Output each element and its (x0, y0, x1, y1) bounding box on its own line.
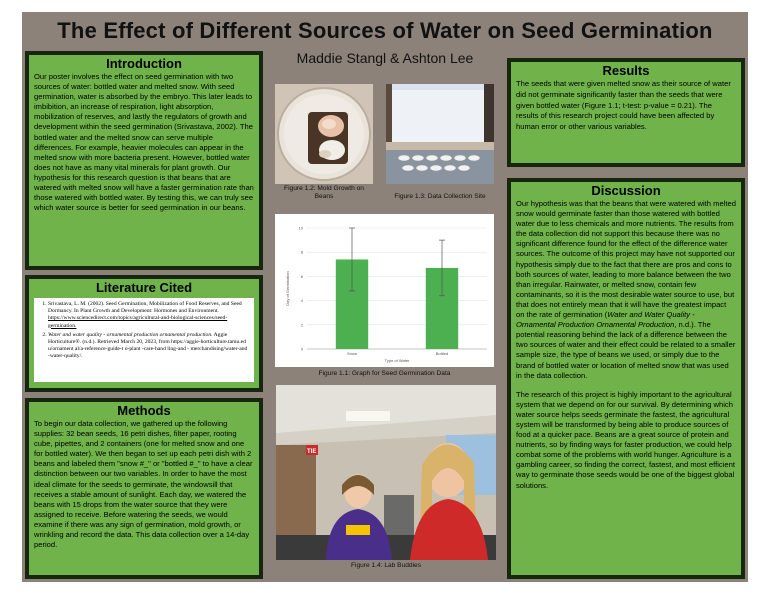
y-tick-label: 0 (300, 346, 303, 352)
lab-buddies-image (276, 385, 496, 560)
methods-text: To begin our data collection, we gathered up the following supplies: 32 bean seeds, 16 petri dishes, filter paper, rooting cube, pipettes, and 2 containers (one for melted snow and one for bottled water). We then began to set up each petri dish with 2 beans and labeled them "snow #_" or "bottled #_" to have a clear distinction between our two variables. In order to have the most ideal climate for the seeds to germinate, the windowsill that receives a stable amount of sunlight. Each day, we watered the beans with 15 drops from the water source that they were assigned to receive. Before watering the seeds, we would examine if there was any sign of germination, mold growth, or wrinkling and record the data. This data collection over a 14-day period. (34, 419, 253, 550)
discussion-text-1b: , n.d.). The potential reasoning behind the lack of a difference between the two sources of water and their effect could be related to a smaller sample size, the type of beans we used, or simply due to the brand of bottled water or location of melted snow that was used in the data collection. (516, 320, 736, 380)
germination-chart (275, 214, 494, 367)
results-text: The seeds that were given melted snow as their source of water did not germinate significantly faster than the seeds that were given bottled water (Figure 1.1; t-test: p-value = 0.21). The results of this research project could have been affected by human error or other various variables. (516, 79, 731, 132)
results-panel (507, 58, 745, 167)
y-tick-label: 2 (300, 322, 303, 328)
x-tick-label: Bottled (435, 351, 449, 356)
poster (22, 12, 748, 582)
introduction-text: Our poster involves the effect on seed germination with two sources of water: bottled water and melted snow. With seed germination, water is absorbed by the embryo. This later leads to imbibition, an increase of respiration, light absorption, mobilization of reserves, and lastly the regulators of growth and development within the seed germination (Srivastava, 2002). The bottled water and the melted snow can serve multiple differences. For example, heavier molecules can appear in the melted snow with more bacteria present. However, bottled water does not have as many vital minerals for plant growth. Our hypothesis for this research question is that beans that are watered with melted snow will have a faster germination rate than those watered with bottled water. By testing this, we can truly see which water source is better for seed germination in our beans. (34, 72, 254, 213)
literature-panel (25, 275, 263, 392)
lab-buddies-photo (276, 385, 496, 560)
results-heading: Results (602, 63, 650, 78)
introduction-heading: Introduction (106, 56, 182, 71)
poster-title: The Effect of Different Sources of Water on Seed Germination (57, 18, 713, 43)
discussion-text-1 (516, 199, 736, 381)
figure-1-1-caption: Figure 1.1: Graph for Seed Germination Data (318, 370, 451, 377)
y-axis-label: Day of Germination (285, 271, 290, 306)
reference-1-link[interactable]: https://www.sciencedirect.com/topics/agricultural-and-biological-sciences/seed-germination. (48, 315, 228, 329)
literature-heading: Literature Cited (95, 280, 193, 295)
y-tick-label: 4 (300, 298, 303, 304)
y-tick-label: 10 (298, 225, 303, 231)
figure-1-4-caption: Figure 1.4: Lab Buddies (350, 562, 421, 569)
x-axis-label: Type of Water (384, 358, 410, 363)
reference-2-title: Water and water quality - ornamental production ornamental production. (48, 331, 213, 338)
windowsill-image (386, 84, 494, 184)
reference-2-text: Aggie Horticulture®. (n.d.). Retrieved March 20, 2023, from https://aggie-horticulture.tamu.ed u/ornament al/a-reference-guide-t o-plant -care-hand ling-and - merchandising/water-and -water-quality/. (48, 331, 248, 360)
discussion-text-2: The research of this project is highly important to the agricultural system that we depend on for our survival. By determining which water source helps seeds germinate the fastest, the agricultural system will be transformed by being able to produce sources of food at a quicker pace. Beans are a great source of protein and nutrients, so by finding ways for faster production, we could help combat some of the problems with world hunger. Agriculture is a gambling career, so finding the correct, fastest, and most efficient way to germinate those seeds would be one of the biggest global solutions. (516, 389, 735, 490)
reference-1-text: Srivastava, L. M. (2002). Seed Germination, Mobilization of Food Reserves, and Seed Dormancy. In Plant Growth and Development: Hormones and Environment. (48, 301, 242, 315)
mold-beans-image (275, 84, 373, 184)
mold-beans-photo (275, 84, 373, 184)
methods-heading: Methods (117, 403, 171, 418)
figure-1-3-caption: Figure 1.3: Data Collection Site (394, 193, 486, 200)
discussion-heading: Discussion (591, 183, 661, 198)
methods-panel (25, 398, 263, 579)
reference-1 (48, 301, 250, 330)
references-list (34, 298, 254, 382)
discussion-panel (507, 178, 745, 579)
discussion-text-1a: Our hypothesis was that the beans that were watered with melted snow would germinate faster than those watered with bottled water due to less chemicals and more nutrients. The results from the data collection did not support this because there was no significant difference found for the effect of the difference water sources. The outcome of this project may have not supported our hypothesis simply due to the fact that there are pros and cons to both sources of water, leading to more balance between the two than irregular. Rainwater, or melted snow, contain few contaminants, so it is the most desirable water source to use, but that does not entirely mean that it will have the greatest impact on the rate of germination ( (516, 199, 736, 320)
data-collection-site-photo (386, 84, 494, 184)
y-tick-label: 8 (300, 249, 303, 255)
discussion-citation: Water and Water Quality - Ornamental Production Ornamental Production (516, 310, 695, 330)
figure-1-2-caption: Figure 1.2: Mold Growth on Beans (284, 185, 364, 200)
germination-chart-svg (275, 214, 494, 367)
exit-sign-text: TIE (307, 449, 317, 455)
poster-authors: Maddie Stangl & Ashton Lee (296, 50, 474, 66)
introduction-panel (25, 51, 263, 270)
reference-2 (48, 332, 250, 361)
x-tick-label: Snow (346, 351, 358, 356)
y-tick-label: 6 (300, 273, 303, 279)
